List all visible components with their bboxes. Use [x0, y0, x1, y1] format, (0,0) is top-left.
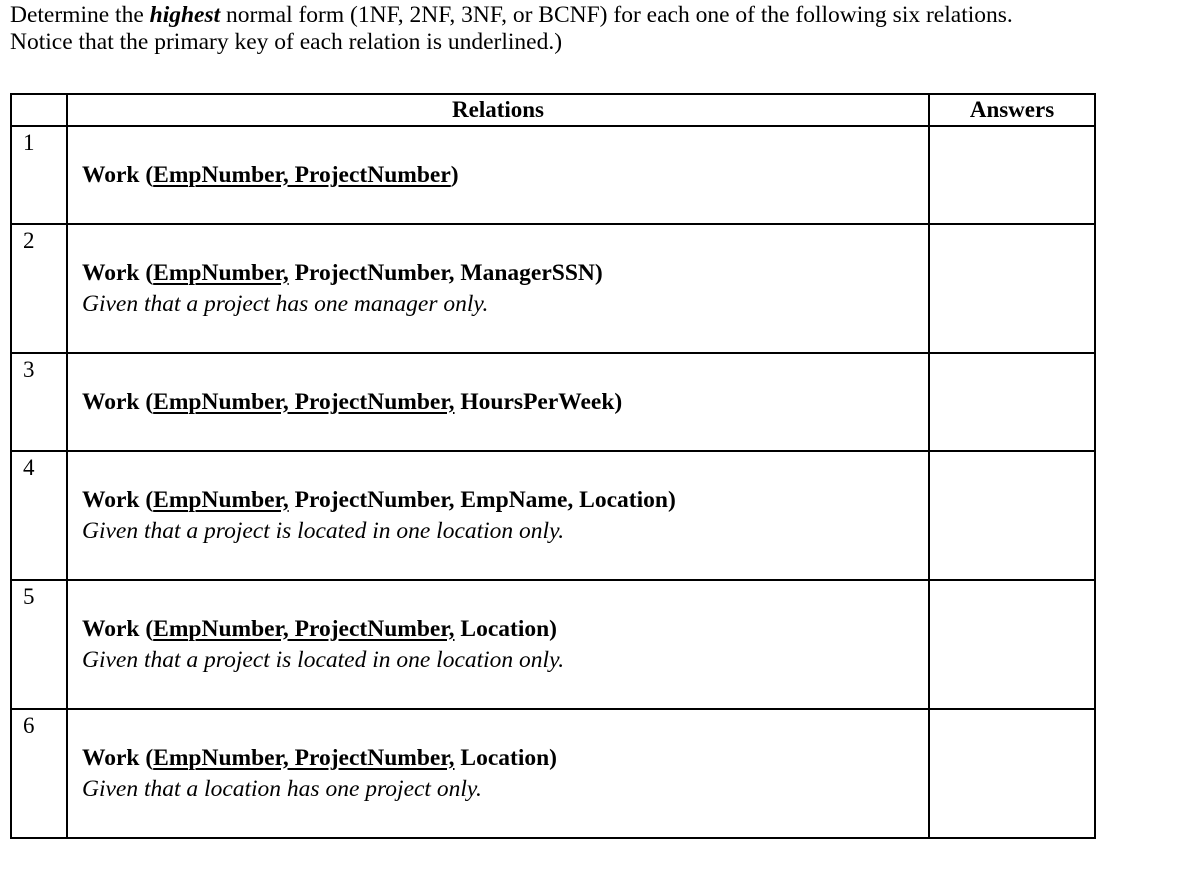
row-number: 6	[11, 709, 67, 838]
relation-schema	[82, 485, 928, 516]
primary-key: EmpNumber,	[153, 259, 289, 286]
header-relations: Relations	[67, 94, 929, 126]
table-row	[11, 580, 1095, 709]
primary-key: EmpNumber, ProjectNumber	[153, 161, 451, 188]
relations-table	[10, 93, 1096, 839]
answer-cell[interactable]	[929, 580, 1095, 709]
relation-schema	[82, 743, 928, 774]
instructions-text: Determine the	[10, 2, 150, 28]
relation-note: Given that a project is located in one location only.	[82, 646, 565, 673]
answer-cell[interactable]	[929, 709, 1095, 838]
answer-cell[interactable]	[929, 451, 1095, 580]
relation-note: Given that a location has one project only.	[82, 775, 482, 802]
relation-suffix: )	[450, 161, 459, 188]
relation-suffix: ProjectNumber, EmpName, Location)	[288, 486, 676, 513]
header-answers: Answers	[929, 94, 1095, 126]
relation-cell	[67, 451, 929, 580]
relation-note: Given that a project has one manager only.	[82, 290, 489, 317]
row-number: 3	[11, 353, 67, 451]
table-row	[11, 224, 1095, 353]
primary-key: EmpNumber,	[153, 486, 289, 513]
instructions-line-2: Notice that the primary key of each relation is underlined.)	[10, 29, 563, 55]
relation-prefix: Work (	[82, 486, 154, 513]
relation-cell	[67, 224, 929, 353]
relation-suffix: HoursPerWeek)	[454, 388, 623, 415]
answer-cell[interactable]	[929, 126, 1095, 224]
relation-schema	[82, 258, 928, 289]
row-number: 1	[11, 126, 67, 224]
instructions-emphasis: highest	[149, 2, 221, 28]
relation-prefix: Work (	[82, 388, 154, 415]
row-number: 4	[11, 451, 67, 580]
table-row	[11, 353, 1095, 451]
table-row	[11, 709, 1095, 838]
table-row	[11, 451, 1095, 580]
table-header-row	[11, 94, 1095, 126]
primary-key: EmpNumber, ProjectNumber,	[153, 744, 455, 771]
relation-schema	[82, 160, 928, 191]
relation-suffix: ProjectNumber, ManagerSSN)	[288, 259, 603, 286]
relation-cell	[67, 353, 929, 451]
header-number	[11, 94, 67, 126]
table-row	[11, 126, 1095, 224]
relation-cell	[67, 709, 929, 838]
instructions	[10, 2, 1195, 56]
answer-cell[interactable]	[929, 224, 1095, 353]
relation-schema	[82, 614, 928, 645]
relation-suffix: Location)	[454, 744, 557, 771]
instructions-text: normal form (1NF, 2NF, 3NF, or BCNF) for each one of the following six relations.	[220, 2, 1013, 28]
relation-prefix: Work (	[82, 161, 154, 188]
primary-key: EmpNumber, ProjectNumber,	[153, 615, 455, 642]
relation-prefix: Work (	[82, 259, 154, 286]
answer-cell[interactable]	[929, 353, 1095, 451]
relation-cell	[67, 580, 929, 709]
relation-schema	[82, 387, 928, 418]
row-number: 2	[11, 224, 67, 353]
row-number: 5	[11, 580, 67, 709]
relation-cell	[67, 126, 929, 224]
primary-key: EmpNumber, ProjectNumber,	[153, 388, 455, 415]
instructions-line-1	[10, 2, 1195, 29]
relation-prefix: Work (	[82, 744, 154, 771]
relation-note: Given that a project is located in one location only.	[82, 517, 565, 544]
relation-prefix: Work (	[82, 615, 154, 642]
relation-suffix: Location)	[454, 615, 557, 642]
